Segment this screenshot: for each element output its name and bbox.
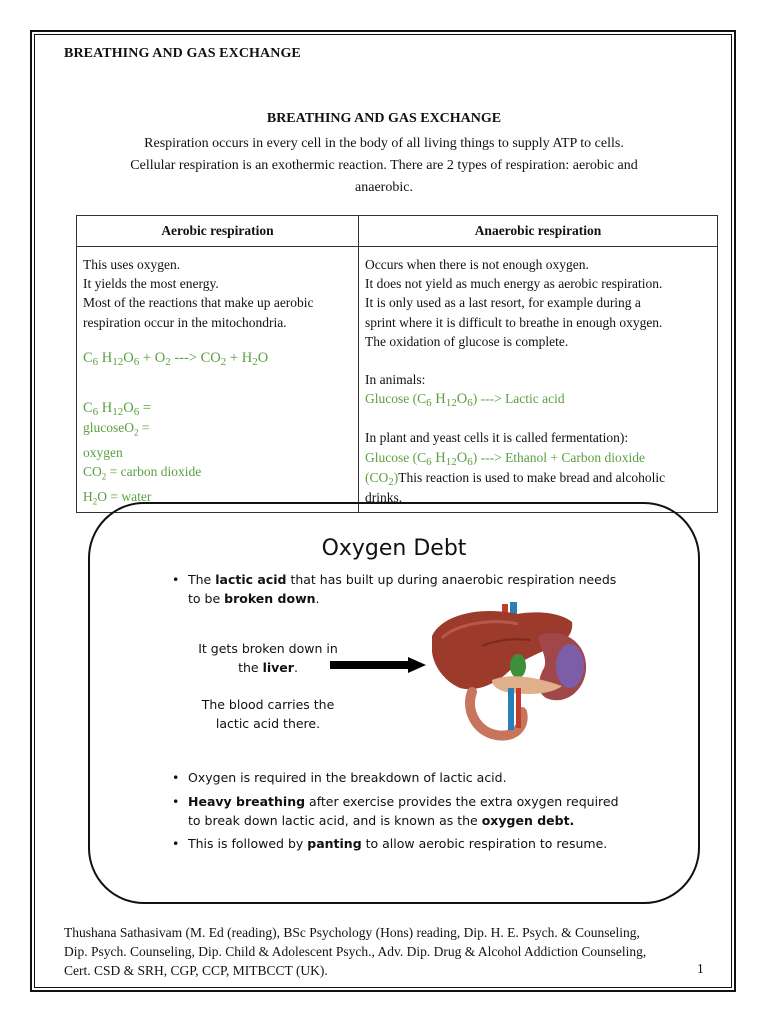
intro-paragraph xyxy=(100,133,668,199)
slide-liver-text: It gets broken down in the liver. xyxy=(198,641,338,675)
slide-bullet-1: • The lactic acid that has built up during anaerobic respiration needs to be broken down. xyxy=(172,572,617,606)
anaerobic-line-1: Occurs when there is not enough oxygen. xyxy=(365,257,589,272)
aerobic-line-2: It yields the most energy. xyxy=(83,276,219,292)
plants-label: In plant and yeast cells it is called fermentation): xyxy=(365,430,629,446)
oxygen-word: oxygen xyxy=(83,445,123,461)
footer-line-1: Thushana Sathasivam (M. Ed (reading), BSc Psychology (Hons) reading, Dip. H. E. Psych. & Counseling, xyxy=(64,925,640,940)
footer-credits xyxy=(64,923,724,980)
slide-bullet-3: • Heavy breathing after exercise provides the extra oxygen required to break down lactic acid, and is known as the oxygen debt. xyxy=(172,794,619,828)
aerobic-equation: $C_6$ $H_{12}O_6 + O_2$ ---> $CO_2 + H_2O$ xyxy=(83,349,269,368)
anaerobic-cell xyxy=(359,247,718,513)
intro-line-1: Respiration occurs in every cell in the body of all living things to supply ATP to cells. xyxy=(144,136,624,151)
slide-bullet-4: • This is followed by panting to allow aerobic respiration to resume. xyxy=(172,836,608,851)
slide-title: Oxygen Debt xyxy=(321,536,467,561)
anaerobic-line-3: It is only used as a last resort, for example during a xyxy=(365,295,641,311)
aerobic-line-4: respiration occur in the mitochondria. xyxy=(83,314,287,330)
animals-equation: Glucose ($C_6$ $H_{12}O_6$) ---> Lactic acid xyxy=(365,391,565,410)
water-definition: $H_2O$ = water xyxy=(83,489,152,507)
table-header-row xyxy=(77,216,718,247)
slide-bullet-2: • Oxygen is required in the breakdown of lactic acid. xyxy=(172,770,507,785)
oxygen-debt-slide xyxy=(88,502,700,904)
footer-line-2: Dip. Psych. Counseling, Dip. Child & Adolescent Psych., Adv. Dip. Drug & Alcohol Addiction Counseling, xyxy=(64,944,647,959)
right-arrow-icon xyxy=(330,657,426,673)
anaerobic-line-2: It does not yield as much energy as aerobic respiration. xyxy=(365,276,663,292)
table-row xyxy=(77,247,718,513)
liver-illustration xyxy=(422,596,592,746)
footer-line-3: Cert. CSD & SRH, CGP, CCP, MITBCCT (UK). xyxy=(64,963,328,978)
anaerobic-line-4: sprint where it is difficult to breathe in enough oxygen. xyxy=(365,314,663,330)
oxygen-definition: glucoseO$_2$ = xyxy=(83,420,150,438)
plants-tail-line-2: drinks. xyxy=(365,490,403,506)
running-header: BREATHING AND GAS EXCHANGE xyxy=(64,46,301,61)
intro-line-3: anaerobic. xyxy=(355,180,413,195)
anaerobic-line-5: The oxidation of glucose is complete. xyxy=(365,333,569,349)
plants-equation-tail: $(CO_2)This$ reaction is used to make bread and alcoholic xyxy=(365,469,666,488)
page-number: 1 xyxy=(697,961,704,976)
glucose-definition: $C_6$ $H_{12}O_6$ = xyxy=(83,400,152,419)
co2-definition: $CO_2$ = carbon dioxide xyxy=(83,464,202,482)
respiration-table xyxy=(76,215,718,513)
plants-equation: Glucose ($C_6$ $H_{12}O_6$) ---> Ethanol + Carbon dioxide xyxy=(365,449,646,468)
slide-blood-text: The blood carries the lactic acid there. xyxy=(201,697,335,731)
intro-line-2: Cellular respiration is an exothermic reaction. There are 2 types of respiration: aerobic and xyxy=(130,158,638,173)
aerobic-line-3: Most of the reactions that make up aerobic xyxy=(83,295,314,311)
aerobic-line-1: This uses oxygen. xyxy=(83,257,181,272)
aerobic-cell xyxy=(77,247,359,513)
animals-label: In animals: xyxy=(365,372,426,388)
header-aerobic: Aerobic respiration xyxy=(77,216,359,247)
document-title: BREATHING AND GAS EXCHANGE xyxy=(266,111,502,126)
header-anaerobic: Anaerobic respiration xyxy=(359,216,718,247)
